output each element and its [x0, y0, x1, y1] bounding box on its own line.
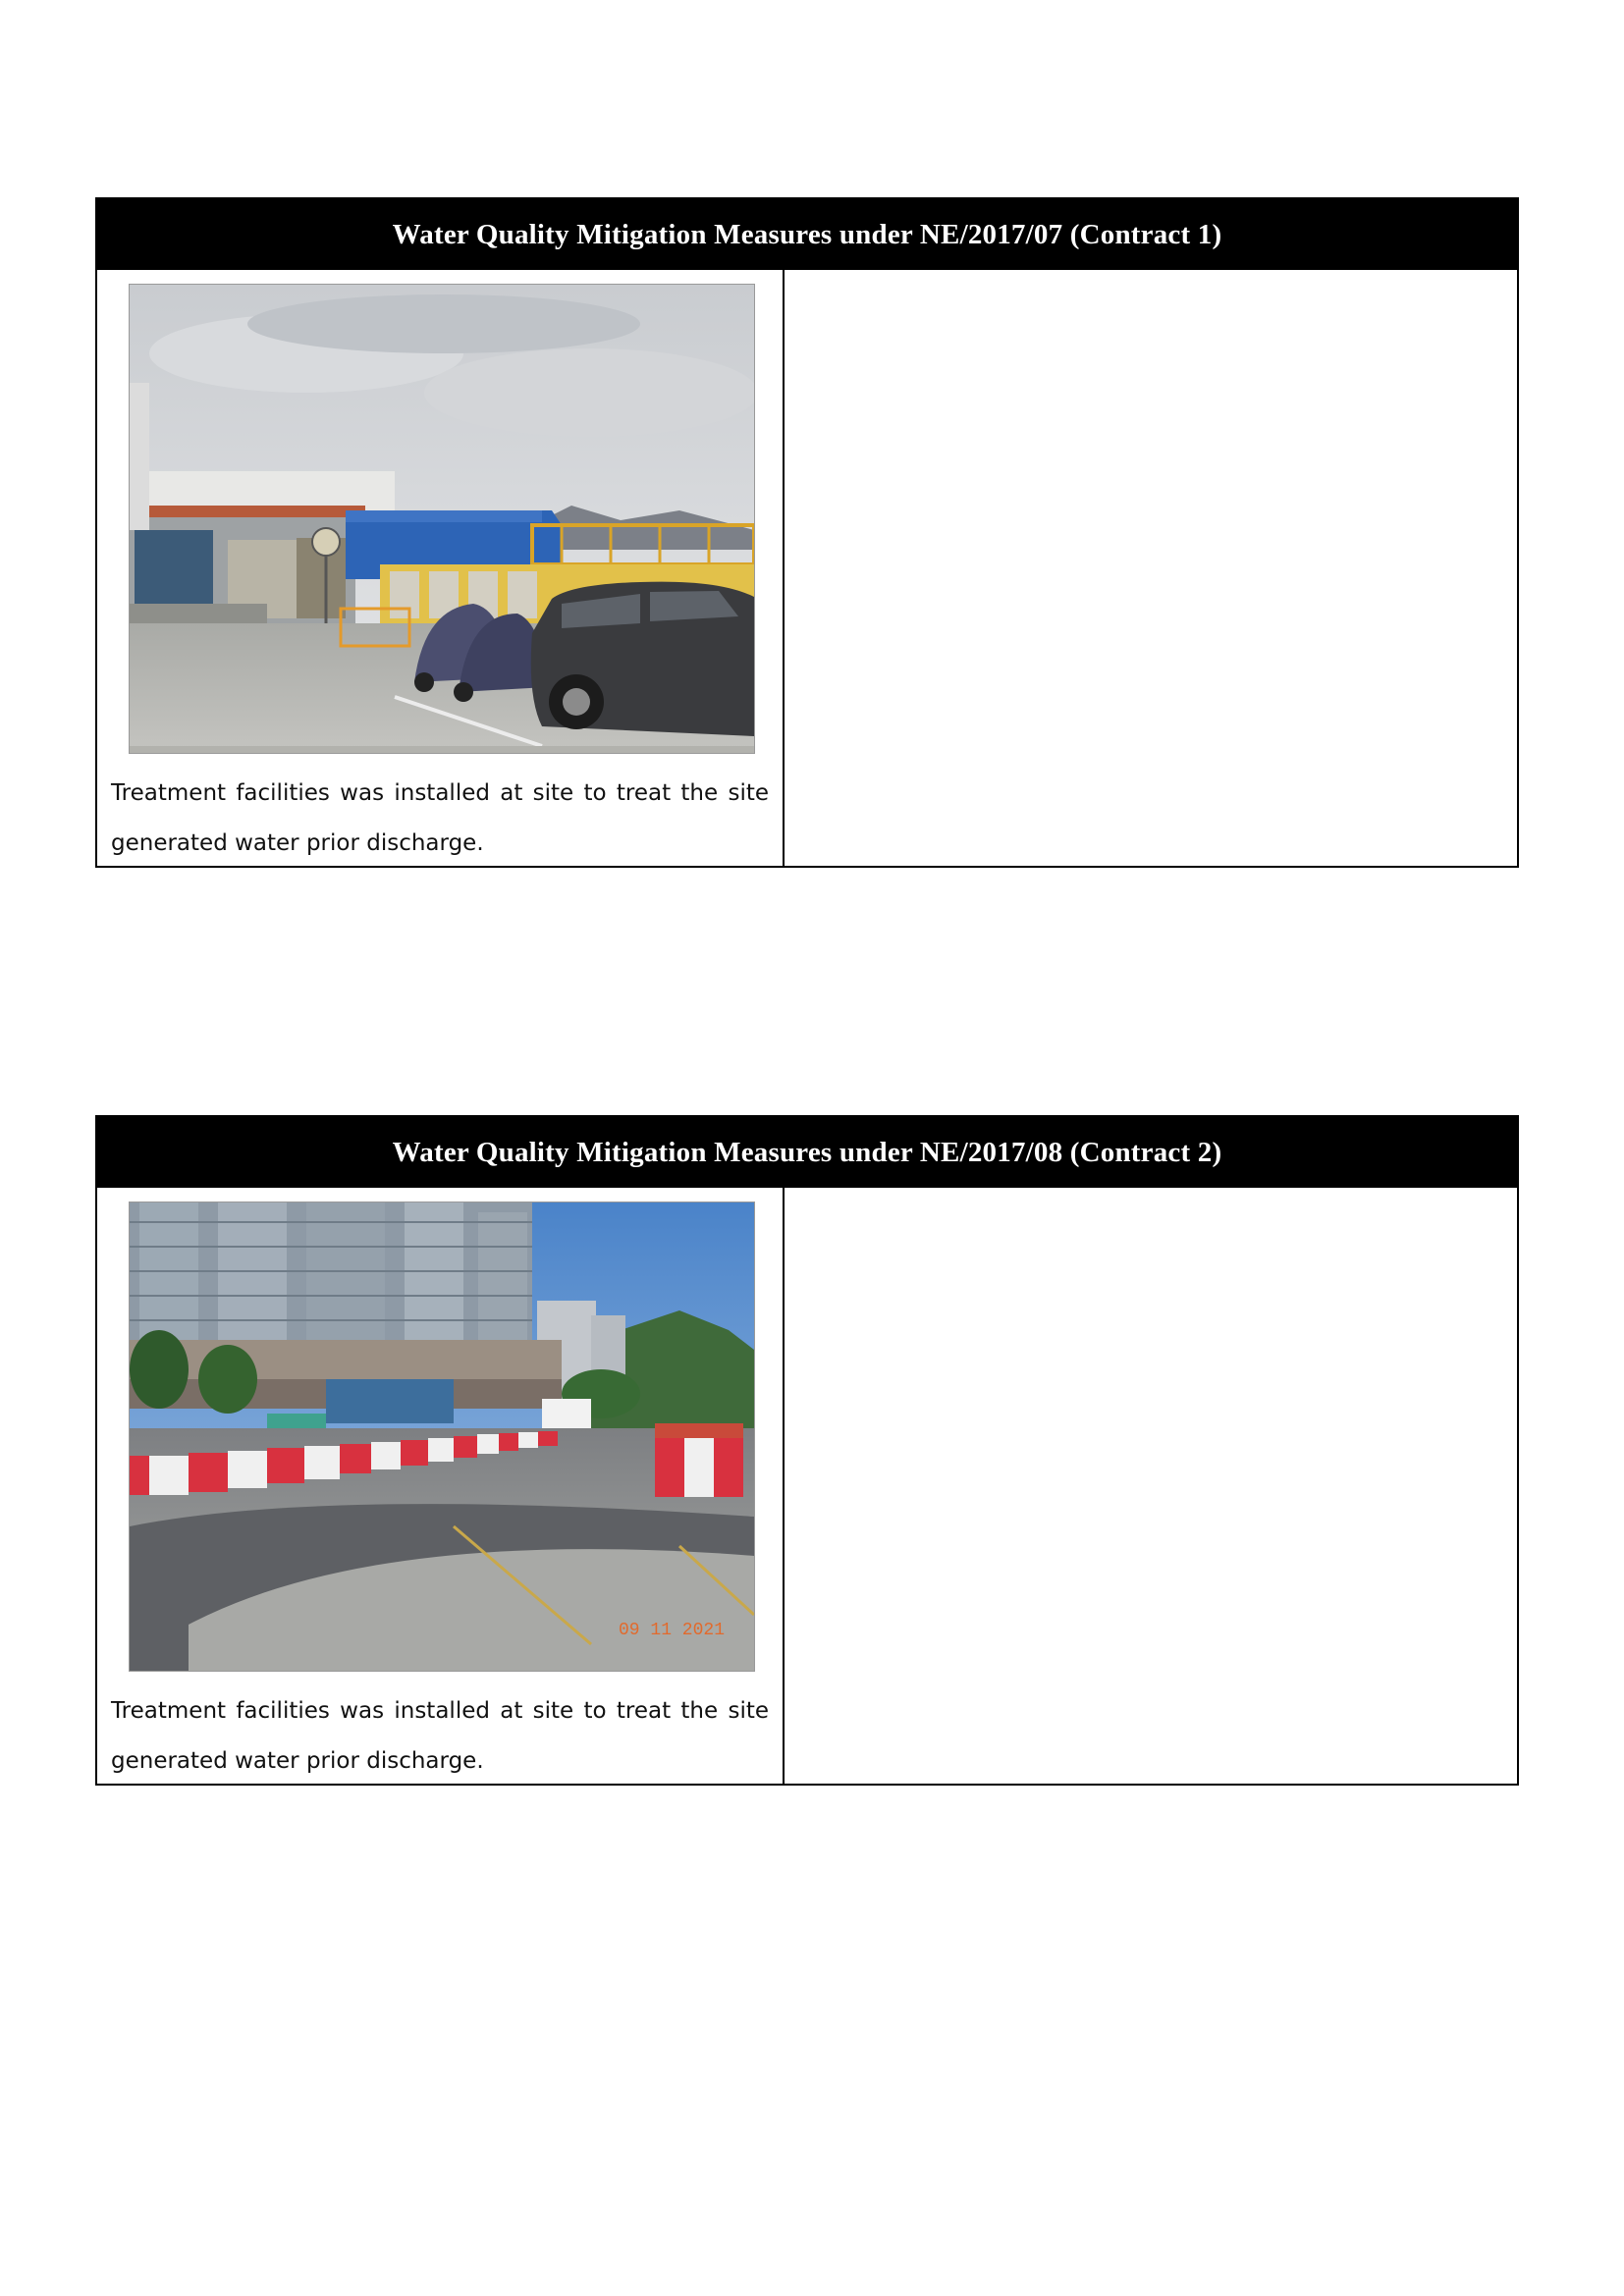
table-title: Water Quality Mitigation Measures under NE/2017/08 (Contract 2) — [392, 1136, 1222, 1168]
photo-date-stamp: 09 11 2021 — [619, 1621, 726, 1640]
photo-caption: Treatment facilities was installed at site to treat the site generated water prior discharge. — [111, 780, 769, 856]
empty-cell — [785, 1188, 1517, 1784]
mitigation-table-contract-1 — [95, 197, 1519, 868]
empty-cell — [785, 270, 1517, 866]
table-header — [97, 199, 1517, 270]
photo-caption: Treatment facilities was installed at site to treat the site generated water prior discharge. — [111, 1698, 769, 1774]
photo-cell — [97, 270, 785, 866]
site-photo-treatment-facility — [129, 1201, 755, 1672]
site-photo-treatment-facility — [129, 284, 755, 754]
table-row — [97, 1188, 1517, 1784]
photo-cell — [97, 1188, 785, 1784]
table-title: Water Quality Mitigation Measures under NE/2017/07 (Contract 1) — [392, 218, 1222, 250]
table-header — [97, 1117, 1517, 1188]
mitigation-table-contract-2 — [95, 1115, 1519, 1786]
table-row — [97, 270, 1517, 866]
